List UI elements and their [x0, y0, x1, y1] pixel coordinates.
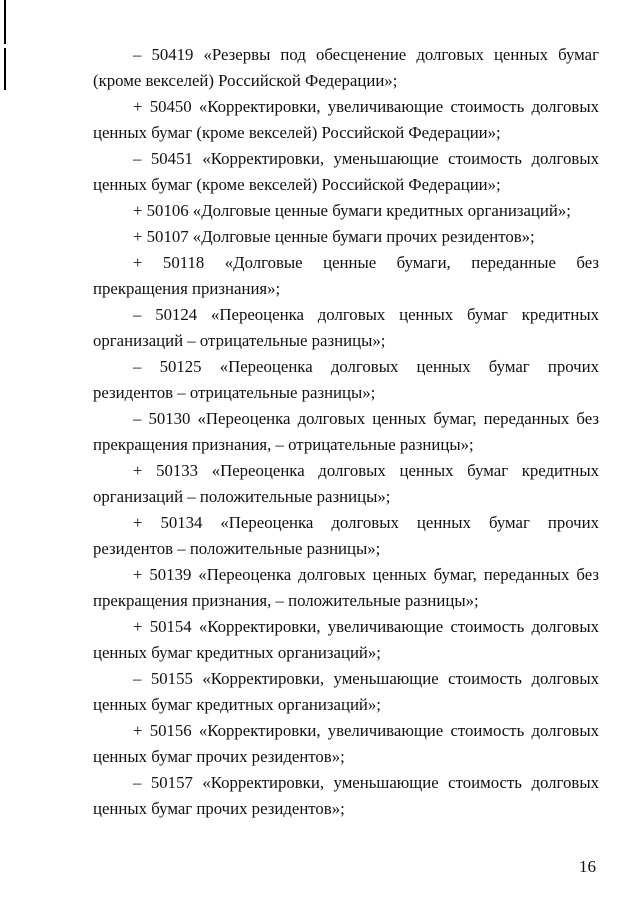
account-entry-50450: + 50450 «Корректировки, увеличивающие стоимость долговых ценных бумаг (кроме векселей) Российской Федерации»; [93, 97, 599, 142]
account-entry-50156: + 50156 «Корректировки, увеличивающие стоимость долговых ценных бумаг прочих резидентов»; [93, 721, 599, 766]
account-entry-50134: + 50134 «Переоценка долговых ценных бумаг прочих резидентов – положительные разницы»; [93, 513, 599, 558]
account-entry-50133: + 50133 «Переоценка долговых ценных бумаг кредитных организаций – положительные разницы»; [93, 461, 599, 506]
account-entry-50125: – 50125 «Переоценка долговых ценных бумаг прочих резидентов – отрицательные разницы»; [93, 357, 599, 402]
account-entry-50419: – 50419 «Резервы под обесценение долговых ценных бумаг (кроме векселей) Российской Федерации»; [93, 45, 599, 90]
account-list [93, 42, 599, 822]
page-number: 16 [579, 857, 596, 876]
account-entry-50139: + 50139 «Переоценка долговых ценных бумаг, переданных без прекращения признания, – положительные разницы»; [93, 565, 599, 610]
account-entry-50154: + 50154 «Корректировки, увеличивающие стоимость долговых ценных бумаг кредитных организаций»; [93, 617, 599, 662]
margin-line-mark [4, 0, 6, 44]
account-entry-50118: + 50118 «Долговые ценные бумаги, переданные без прекращения признания»; [93, 253, 599, 298]
account-entry-50107: + 50107 «Долговые ценные бумаги прочих резидентов»; [133, 227, 535, 246]
account-entry-50130: – 50130 «Переоценка долговых ценных бумаг, переданных без прекращения признания, – отрицательные разницы»; [93, 409, 599, 454]
margin-line-mark [4, 48, 6, 90]
account-entry-50451: – 50451 «Корректировки, уменьшающие стоимость долговых ценных бумаг (кроме векселей) Российской Федерации»; [93, 149, 599, 194]
account-entry-50124: – 50124 «Переоценка долговых ценных бумаг кредитных организаций – отрицательные разницы»; [93, 305, 599, 350]
account-entry-50157: – 50157 «Корректировки, уменьшающие стоимость долговых ценных бумаг прочих резидентов»; [93, 773, 599, 818]
account-entry-50106: + 50106 «Долговые ценные бумаги кредитных организаций»; [133, 201, 571, 220]
account-entry-50155: – 50155 «Корректировки, уменьшающие стоимость долговых ценных бумаг кредитных организаций»; [93, 669, 599, 714]
